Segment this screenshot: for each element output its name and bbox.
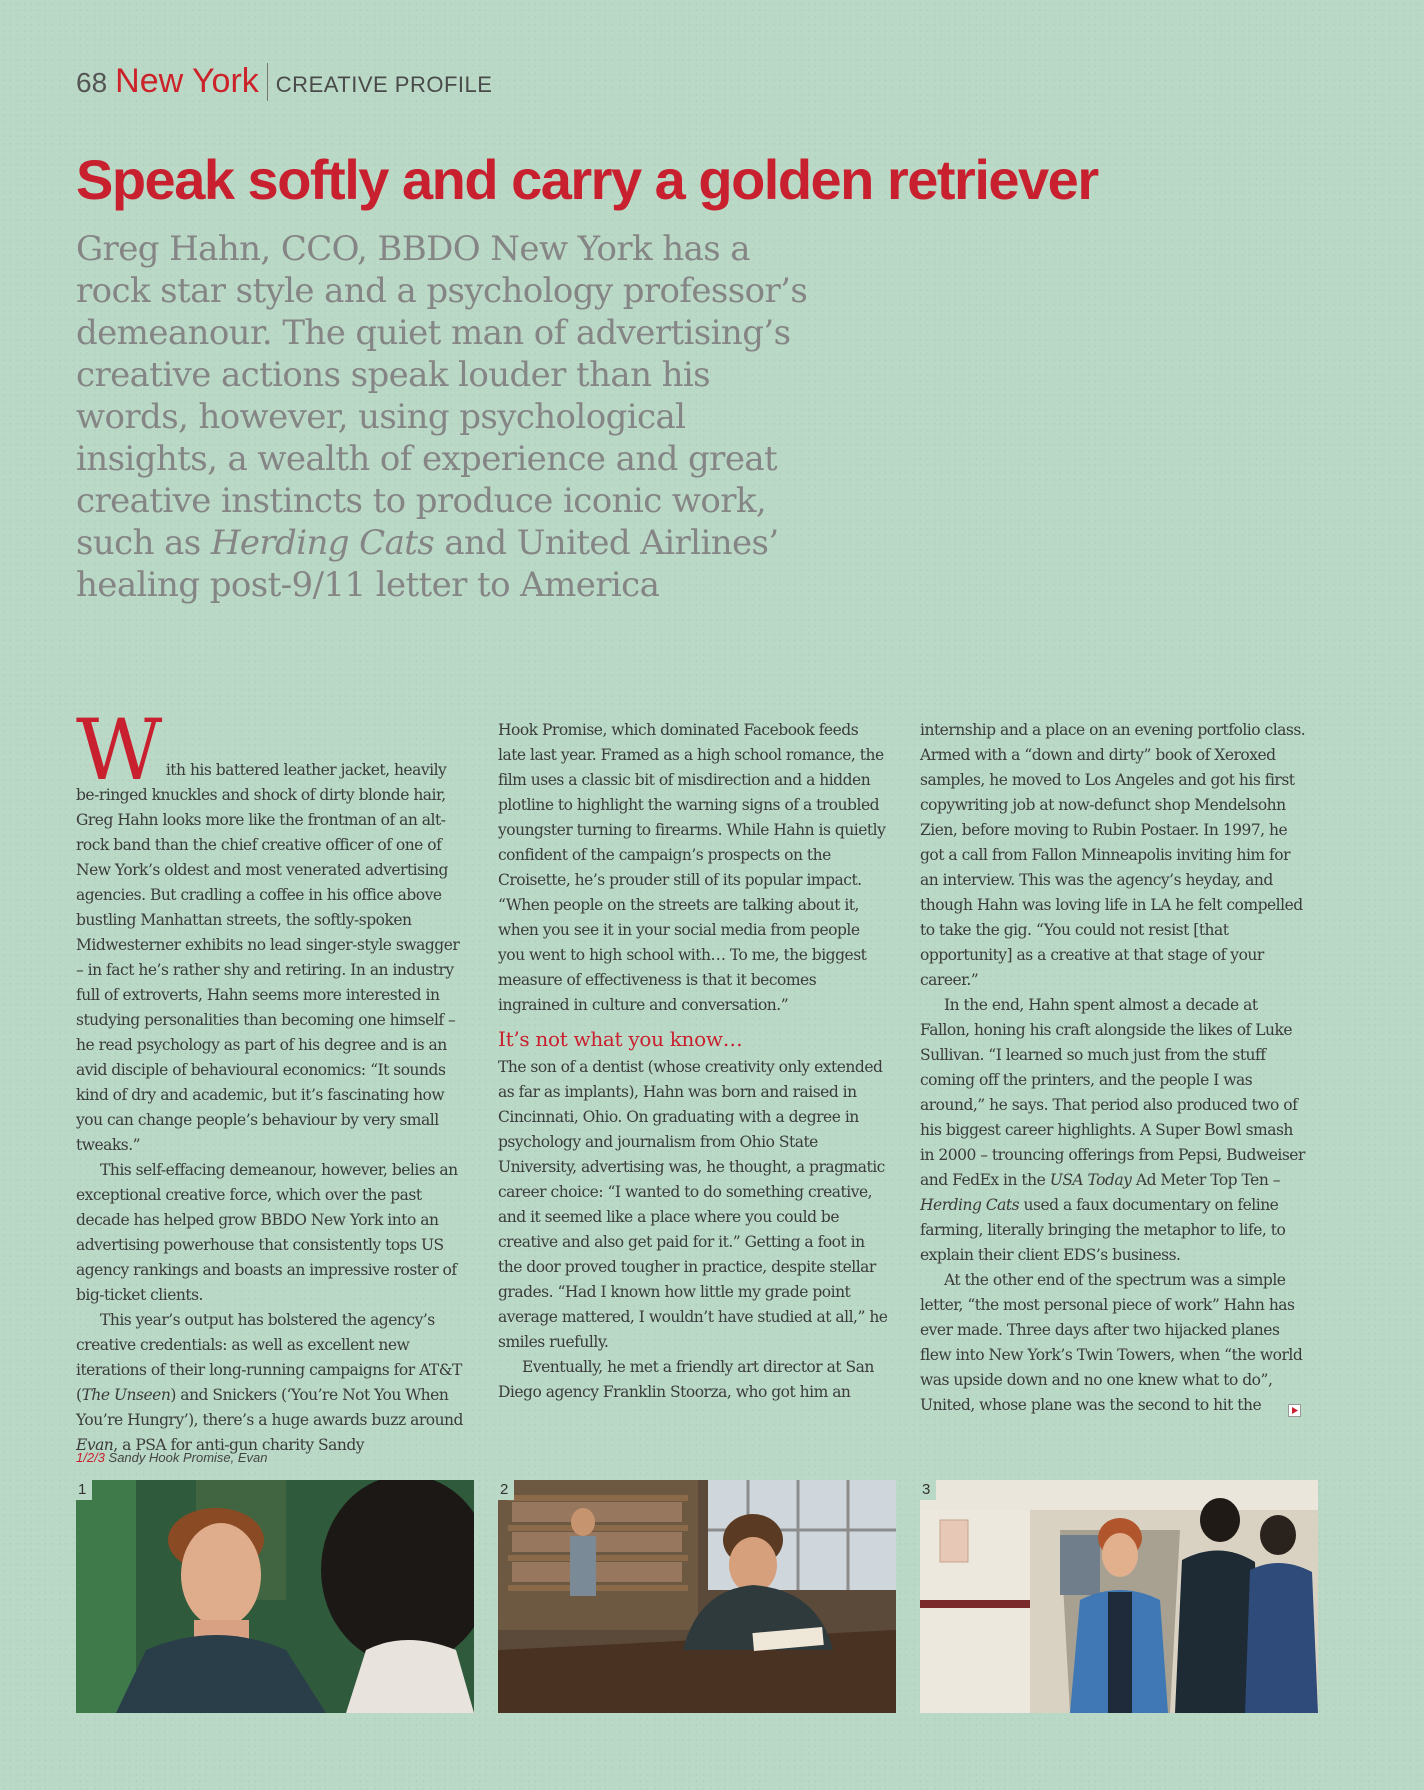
standfirst-italic: Herding Cats	[210, 523, 435, 563]
photo-number: 1	[76, 1480, 92, 1500]
photo-2	[498, 1480, 896, 1713]
paragraph	[76, 1308, 466, 1458]
paragraph-text: In the end, Hahn spent almost a decade at Fallon, honing his craft alongside the likes of Luke Sullivan. “I learned so much just from the stuff coming off the printers, and the people I was around,” he says. That period also produced two of his biggest career highlights. A Super Bowl smash in 2000 – trouncing offerings from Pepsi, Budweiser and FedEx in the	[920, 996, 1305, 1189]
italic-title: Herding Cats	[920, 1196, 1020, 1214]
paragraph	[920, 993, 1310, 1268]
photo-2-image	[498, 1480, 896, 1713]
paragraph-text: Ad Meter Top Ten –	[1131, 1171, 1280, 1189]
page-number: 68	[76, 67, 108, 98]
paragraph	[76, 701, 466, 1158]
italic-title: USA Today	[1049, 1171, 1132, 1189]
paragraph-text: , a PSA for anti-gun charity Sandy	[113, 1436, 365, 1454]
continue-arrow-icon	[1264, 1400, 1277, 1413]
subheading: It’s not what you know…	[498, 1027, 743, 1051]
paragraph-text: ith his battered leather jacket, heavily be-ringed knuckles and shock of dirty blonde hair, Greg Hahn looks more like the frontman of an alt-rock band than the chief creative officer of one of New York’s oldest and most venerated advertising agencies. But cradling a coffee in his office above bustling Manhattan streets, the softly-spoken Midwesterner exhibits no lead singer-style swagger – in fact he’s rather shy and retiring. In an industry full of extroverts, Hahn seems more interested in studying personalities than becoming one himself – he read psychology as part of his degree and is an avid disciple of behavioural economics: “It sounds kind of dry and academic, but it’s fascinating how you can change people’s behaviour by very small tweaks.”	[76, 761, 460, 1154]
paragraph-text: At the other end of the spectrum was a simple letter, “the most personal piece of work” Hahn has ever made. Three days after two hijacked planes flew into New York’s Twin Towers, when “the world was upside down and no one knew what to do”, United, whose plane was the second to hit the	[920, 1271, 1303, 1414]
city-label: New York	[115, 62, 259, 100]
photo-number: 2	[498, 1480, 514, 1500]
article-column-2	[498, 718, 888, 1405]
caption-text: Sandy Hook Promise, Evan	[104, 1450, 268, 1465]
article-column-1	[76, 701, 466, 1458]
page-header	[76, 62, 492, 101]
article-column-3	[920, 718, 1310, 1418]
paragraph-text: This year’s output has bolstered the agency’s creative credentials: as well as excellent new iterations of their long-running campaigns for AT&T (	[76, 1311, 462, 1404]
section-label: CREATIVE PROFILE	[275, 72, 493, 97]
italic-title: The Unseen	[81, 1386, 171, 1404]
paragraph: Hook Promise, which dominated Facebook feeds late last year. Framed as a high school romance, the film uses a classic bit of misdirection and a hidden plotline to highlight the warning signs of a troubled youngster turning to firearms. While Hahn is quietly confident of the campaign’s prospects on the Croisette, he’s prouder still of its popular impact. “When people on the streets are talking about it, when you see it in your social media from people you went to high school with… To me, the biggest measure of effectiveness is that it becomes ingrained in culture and conversation.”	[498, 721, 886, 1014]
italic-title: Evan	[76, 1436, 114, 1454]
drop-cap: W	[76, 701, 162, 799]
paragraph: This self-effacing demeanour, however, belies an exceptional creative force, which over the past decade has helped grow BBDO New York into an advertising powerhouse that consistently tops US agency rankings and boasts an impressive roster of big-ticket clients.	[76, 1161, 458, 1304]
standfirst-end: and United Airlines’ healing post-9/11 letter to America	[76, 523, 779, 605]
caption-numbers: 1/2/3	[76, 1450, 105, 1465]
photo-caption	[76, 1450, 268, 1465]
photo-number: 3	[920, 1480, 936, 1500]
paragraph-text: ) and Snickers (‘You’re Not You When You’re Hungry’), there’s a huge awards buzz around	[76, 1386, 463, 1429]
photo-1-image	[76, 1480, 474, 1713]
paragraph	[920, 1268, 1310, 1418]
paragraph: Eventually, he met a friendly art director at San Diego agency Franklin Stoorza, who got him an	[498, 1358, 874, 1401]
photo-3	[920, 1480, 1318, 1713]
header-divider	[267, 63, 268, 101]
standfirst-main: Greg Hahn, CCO, BBDO New York has a rock star style and a psychology professor’s demeanour. The quiet man of advertising’s creative actions speak louder than his words, however, using psychological insights, a wealth of experience and great creative instincts to produce iconic work, such as	[76, 229, 808, 563]
photo-1	[76, 1480, 474, 1713]
article-title: Speak softly and carry a golden retriever	[76, 148, 1098, 211]
paragraph: internship and a place on an evening portfolio class. Armed with a “down and dirty” book of Xeroxed samples, he moved to Los Angeles and got his first copywriting job at now-defunct shop Mendelsohn Zien, before moving to Rubin Postaer. In 1997, he got a call from Fallon Minneapolis inviting him for an interview. This was the agency’s heyday, and though Hahn was loving life in LA he felt compelled to take the gig. “You could not resist [that opportunity] as a creative at that stage of your career.”	[920, 721, 1306, 989]
article-standfirst	[76, 228, 821, 606]
photo-3-image	[920, 1480, 1318, 1713]
paragraph-text: used a faux documentary on feline farming, literally bringing the metaphor to life, to explain their client EDS’s business.	[920, 1196, 1286, 1264]
paragraph: The son of a dentist (whose creativity only extended as far as implants), Hahn was born and raised in Cincinnati, Ohio. On graduating with a degree in psychology and journalism from Ohio State University, advertising was, he thought, a pragmatic career choice: “I wanted to do something creative, and it seemed like a place where you could be creative and also get paid for it.” Getting a foot in the door proved tougher in practice, despite stellar grades. “Had I known how little my grade point average mattered, I wouldn’t have studied at all,” he smiles ruefully.	[498, 1058, 888, 1351]
